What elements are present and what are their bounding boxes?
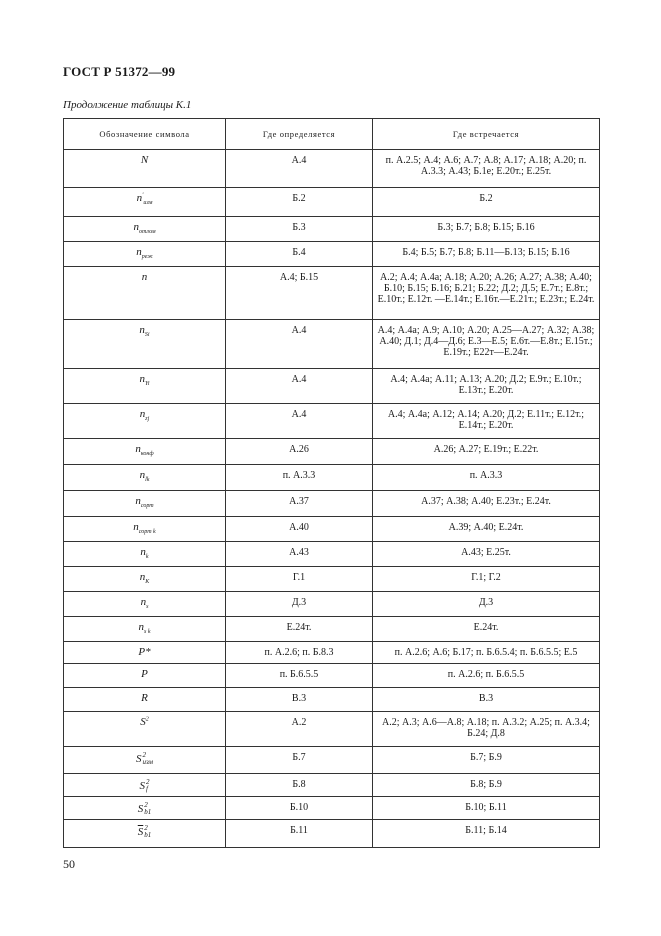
table-row — [64, 465, 600, 491]
defined-in-cell: Б.2 — [226, 188, 373, 217]
defined-in-cell: В.3 — [226, 688, 373, 712]
symbol-base: n — [140, 546, 146, 558]
defined-in-cell: А.40 — [226, 517, 373, 542]
used-in-cell: А.2; А.4; А.4а; А.18; А.20; А.26; А.27; А.38; А.40; Б.10; Б.15; Б.16; Б.21; Б.22; Д.2; Д.5; Е.7т.; Е.8т.; Е.10т.; Е.12т. —Е.14т.; Е.16т.—Е.21т.; Е.23т.; Е.24т. — [373, 267, 600, 320]
symbol-superscript: 2 — [146, 778, 150, 786]
defined-in-cell: п. А.2.6; п. Б.8.3 — [226, 642, 373, 664]
symbol-superscript: ′ — [142, 192, 144, 199]
defined-in-cell: Е.24т. — [226, 617, 373, 642]
symbol-base: n — [140, 596, 147, 608]
used-in-cell: Е.24т. — [373, 617, 600, 642]
table-row — [64, 267, 600, 320]
symbol-superscript: 2 — [142, 751, 146, 759]
symbol-notation — [133, 221, 156, 236]
symbol-subscript: s k — [144, 629, 151, 636]
defined-in-cell: А.43 — [226, 542, 373, 567]
defined-in-cell: п. А.3.3 — [226, 465, 373, 491]
used-in-cell: А.39; А.40; Е.24т. — [373, 517, 600, 542]
table-row — [64, 404, 600, 439]
column-header-symbol: Обозначение символа — [64, 119, 226, 150]
column-header-defined: Где определяется — [226, 119, 373, 150]
symbol-base: n — [139, 408, 146, 420]
symbol-cell — [64, 688, 226, 712]
table-row — [64, 491, 600, 517]
defined-in-cell: Д.3 — [226, 592, 373, 617]
defined-in-cell: п. Б.6.5.5 — [226, 664, 373, 688]
column-header-used: Где встречается — [373, 119, 600, 150]
symbol-base: n — [135, 495, 141, 507]
defined-in-cell: Г.1 — [226, 567, 373, 592]
table-row — [64, 439, 600, 465]
symbol-cell — [64, 150, 226, 188]
table-row — [64, 320, 600, 369]
table-row — [64, 369, 600, 404]
used-in-cell: А.43; Е.25т. — [373, 542, 600, 567]
symbol-subscript: изм — [143, 200, 153, 207]
symbol-notation — [136, 246, 153, 261]
table-row — [64, 774, 600, 797]
symbol-notation — [140, 546, 149, 561]
symbol-notation — [140, 780, 150, 792]
document-header: ГОСТ Р 51372—99 — [63, 64, 176, 79]
symbol-cell — [64, 820, 226, 848]
symbol-notation — [142, 271, 148, 283]
symbol-notation — [135, 495, 154, 510]
symbol-notation — [141, 692, 148, 704]
symbol-notation — [136, 192, 153, 207]
table-row — [64, 712, 600, 747]
defined-in-cell: Б.3 — [226, 217, 373, 242]
symbol-notation — [141, 154, 148, 166]
symbol-base: n — [133, 521, 139, 533]
symbol-notation — [139, 469, 150, 484]
used-in-cell: Д.3 — [373, 592, 600, 617]
symbol-base: S — [137, 802, 144, 815]
symbol-cell — [64, 188, 226, 217]
symbol-subscript: Si — [144, 332, 150, 339]
defined-in-cell: Б.8 — [226, 774, 373, 797]
defined-in-cell: А.4 — [226, 320, 373, 369]
symbol-superscript: 2 — [144, 824, 148, 832]
table-row — [64, 517, 600, 542]
used-in-cell: Б.8; Б.9 — [373, 774, 600, 797]
symbol-base: R — [141, 692, 148, 704]
used-in-cell: Б.11; Б.14 — [373, 820, 600, 848]
symbol-notation — [140, 716, 149, 728]
symbol-indices — [142, 752, 153, 766]
used-in-cell: п. А.2.6; А.6; Б.17; п. Б.6.5.4; п. Б.6.5.5; Е.5 — [373, 642, 600, 664]
symbol-base: n — [141, 271, 148, 283]
symbol-cell — [64, 592, 226, 617]
symbol-cell — [64, 712, 226, 747]
symbols-table — [63, 118, 600, 848]
symbol-base: S — [139, 779, 145, 792]
table-header-row — [64, 119, 600, 150]
used-in-cell: Б.2 — [373, 188, 600, 217]
table-row — [64, 642, 600, 664]
symbol-indices — [144, 802, 151, 816]
symbol-notation — [135, 443, 154, 458]
symbol-notation — [139, 571, 150, 586]
table-row — [64, 188, 600, 217]
symbol-cell — [64, 267, 226, 320]
symbol-base: n — [133, 221, 139, 233]
symbol-base: n — [139, 324, 145, 336]
symbol-base: n — [136, 192, 143, 204]
symbol-notation — [138, 646, 150, 658]
symbol-base: P* — [138, 646, 151, 658]
used-in-cell: А.2; А.3; А.6—А.8; А.18; п. А.3.2; А.25; п. А.3.4; Б.24; Д.8 — [373, 712, 600, 747]
table-row — [64, 797, 600, 820]
symbol-subscript: zj — [145, 416, 150, 423]
symbol-notation — [139, 373, 150, 388]
used-in-cell: п. А.2.6; п. Б.6.5.5 — [373, 664, 600, 688]
symbol-cell — [64, 491, 226, 517]
symbol-notation — [140, 596, 149, 611]
symbol-indices — [144, 825, 151, 839]
symbol-notation — [136, 753, 153, 765]
symbol-cell — [64, 369, 226, 404]
symbol-base: n — [139, 373, 145, 385]
table-row — [64, 820, 600, 848]
symbol-cell — [64, 774, 226, 797]
symbol-notation — [141, 668, 148, 680]
symbol-cell — [64, 617, 226, 642]
symbol-cell — [64, 747, 226, 774]
defined-in-cell: Б.11 — [226, 820, 373, 848]
symbol-cell — [64, 797, 226, 820]
symbol-subscript: k — [145, 554, 149, 561]
defined-in-cell: А.2 — [226, 712, 373, 747]
symbol-notation — [138, 826, 152, 838]
used-in-cell: Б.7; Б.9 — [373, 747, 600, 774]
defined-in-cell: А.37 — [226, 491, 373, 517]
symbol-subscript: f — [146, 785, 148, 793]
symbol-subscript: К — [145, 579, 150, 586]
symbol-cell — [64, 439, 226, 465]
symbol-subscript: конф — [140, 451, 154, 458]
symbol-base: n — [139, 571, 146, 583]
symbol-cell — [64, 242, 226, 267]
used-in-cell: А.37; А.38; А.40; Е.23т.; Е.24т. — [373, 491, 600, 517]
table-row — [64, 592, 600, 617]
defined-in-cell: А.26 — [226, 439, 373, 465]
table-row — [64, 617, 600, 642]
symbol-subscript: сорт — [140, 503, 154, 510]
symbol-cell — [64, 517, 226, 542]
symbol-cell — [64, 320, 226, 369]
table-row — [64, 688, 600, 712]
symbol-subscript: Yi — [144, 381, 150, 388]
defined-in-cell: А.4 — [226, 150, 373, 188]
used-in-cell: А.26; А.27; Е.19т.; Е.22т. — [373, 439, 600, 465]
symbol-indices — [146, 779, 150, 793]
defined-in-cell: Б.10 — [226, 797, 373, 820]
table-caption: Продолжение таблицы К.1 — [63, 99, 192, 111]
symbol-subscript: отлом — [138, 229, 156, 236]
used-in-cell: п. А.3.3 — [373, 465, 600, 491]
symbol-base: n — [139, 469, 146, 481]
defined-in-cell: А.4 — [226, 369, 373, 404]
symbol-subscript: s — [146, 604, 149, 611]
symbol-notation — [138, 621, 151, 636]
symbol-subscript: реж — [141, 254, 153, 261]
used-in-cell: Б.3; Б.7; Б.8; Б.15; Б.16 — [373, 217, 600, 242]
table-row — [64, 664, 600, 688]
symbol-cell — [64, 465, 226, 491]
used-in-cell: А.4; А.4а; А.12; А.14; А.20; Д.2; Е.11т.; Е.12т.; Е.14т.; Е.20т. — [373, 404, 600, 439]
symbol-base: n — [135, 443, 141, 455]
symbol-base: P — [141, 668, 148, 680]
table-row — [64, 567, 600, 592]
symbol-base: N — [140, 154, 149, 166]
symbol-base: S — [135, 752, 142, 765]
defined-in-cell: Б.7 — [226, 747, 373, 774]
symbol-superscript: 2 — [144, 801, 148, 809]
symbol-subscript: b1 — [144, 831, 152, 839]
defined-in-cell: Б.4 — [226, 242, 373, 267]
defined-in-cell: А.4; Б.15 — [226, 267, 373, 320]
table-row — [64, 217, 600, 242]
symbol-cell — [64, 642, 226, 664]
used-in-cell: В.3 — [373, 688, 600, 712]
table-row — [64, 242, 600, 267]
symbol-base: n — [136, 246, 142, 258]
symbol-subscript: изм — [142, 758, 154, 766]
symbol-cell — [64, 542, 226, 567]
used-in-cell: А.4; А.4а; А.11; А.13; А.20; Д.2; Е.9т.; Е.10т.; Е.13т.; Е.20т. — [373, 369, 600, 404]
symbol-subscript: lk — [145, 477, 150, 484]
table-row — [64, 542, 600, 567]
symbol-base: S — [140, 716, 146, 728]
symbol-notation — [139, 408, 150, 423]
used-in-cell: Г.1; Г.2 — [373, 567, 600, 592]
page-number: 50 — [63, 857, 75, 871]
used-in-cell: п. А.2.5; А.4; А.6; А.7; А.8; А.17; А.18; А.20; п. А.3.3; А.43; Б.1е; Е.20т.; Е.25т. — [373, 150, 600, 188]
symbol-superscript: 2 — [145, 716, 149, 723]
used-in-cell: Б.10; Б.11 — [373, 797, 600, 820]
symbol-notation — [138, 803, 152, 815]
table-row — [64, 150, 600, 188]
defined-in-cell: А.4 — [226, 404, 373, 439]
table-row — [64, 747, 600, 774]
symbol-subscript: сорт k — [138, 529, 156, 536]
symbol-subscript: b1 — [144, 808, 152, 816]
used-in-cell: Б.4; Б.5; Б.7; Б.8; Б.11—Б.13; Б.15; Б.16 — [373, 242, 600, 267]
symbol-base: $\overline{S}$ — [137, 825, 144, 838]
symbol-cell — [64, 217, 226, 242]
symbol-notation — [133, 521, 156, 536]
symbol-cell — [64, 404, 226, 439]
symbol-cell — [64, 567, 226, 592]
symbol-notation — [139, 324, 150, 339]
symbol-base: n — [138, 621, 144, 633]
used-in-cell: А.4; А.4а; А.9; А.10; А.20; А.25—А.27; А.32; А.38; А.40; Д.1; Д.4—Д.6; Е.3—Е.5; Е.6т.—Е.8т.; Е.15т.; Е.19т.; Е22т—Е.24т. — [373, 320, 600, 369]
symbol-cell — [64, 664, 226, 688]
